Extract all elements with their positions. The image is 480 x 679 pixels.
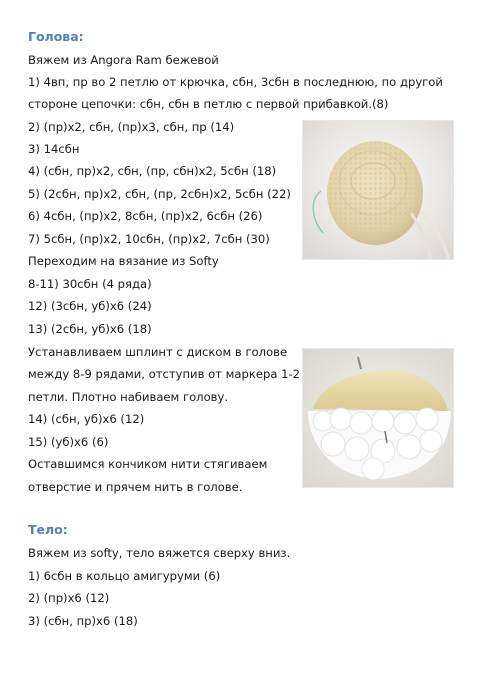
instruction-line: 3) (сбн, пр)х6 (18) bbox=[28, 614, 138, 628]
instruction-line: 14) (сбн, уб)х6 (12) bbox=[28, 412, 145, 426]
instruction-line: Переходим на вязание из Softy bbox=[28, 254, 219, 268]
instruction-line: 8-11) 30сбн (4 ряда) bbox=[28, 277, 152, 291]
instruction-line: Вяжем из softy, тело вяжется сверху вниз. bbox=[28, 546, 291, 560]
instruction-line: 5) (2сбн, пр)х2, сбн, (пр, 2сбн)х2, 5сбн (22) bbox=[28, 187, 291, 201]
instruction-line: 6) 4сбн, (пр)х2, 8сбн, (пр)х2, 6сбн (26) bbox=[28, 209, 263, 223]
instruction-line: 1) 4вп, пр во 2 петлю от крючка, сбн, 3сбн в последнюю, по другой bbox=[28, 75, 443, 89]
instruction-line: 4) (сбн, пр)х2, сбн, (пр, сбн)х2, 5сбн (18) bbox=[28, 164, 277, 178]
instruction-line: Оставшимся кончиком нити стягиваем bbox=[28, 457, 268, 471]
instruction-line: между 8-9 рядами, отступив от маркера 1-2 bbox=[28, 367, 301, 381]
instruction-line: стороне цепочки: сбн, сбн в петлю с первой прибавкой.(8) bbox=[28, 97, 389, 111]
crochet-head-with-white-fluffy-bottom-photo bbox=[302, 348, 454, 488]
instruction-line: отверстие и прячем нить в голове. bbox=[28, 480, 243, 494]
instruction-line: Вяжем из Angora Ram бежевой bbox=[28, 53, 219, 67]
instruction-line: 7) 5сбн, (пр)х2, 10сбн, (пр)х2, 7сбн (30) bbox=[28, 232, 270, 246]
section-title-head: Голова: bbox=[28, 29, 84, 44]
instruction-line: петли. Плотно набиваем голову. bbox=[28, 390, 229, 404]
instruction-line: 1) 6сбн в кольцо амигуруми (6) bbox=[28, 569, 221, 583]
instruction-line: 13) (2сбн, уб)х6 (18) bbox=[28, 322, 152, 336]
instruction-line: 3) 14сбн bbox=[28, 142, 80, 156]
instruction-line: 15) (уб)х6 (6) bbox=[28, 435, 109, 449]
instruction-line: 12) (3сбн, уб)х6 (24) bbox=[28, 299, 152, 313]
instruction-line: Устанавливаем шплинт с диском в голове bbox=[28, 345, 288, 359]
instruction-line: 2) (пр)х2, сбн, (пр)х3, сбн, пр (14) bbox=[28, 120, 235, 134]
instruction-line: 2) (пр)х6 (12) bbox=[28, 591, 110, 605]
section-title-body: Тело: bbox=[28, 522, 68, 537]
beige-crochet-cap-photo bbox=[302, 120, 454, 260]
